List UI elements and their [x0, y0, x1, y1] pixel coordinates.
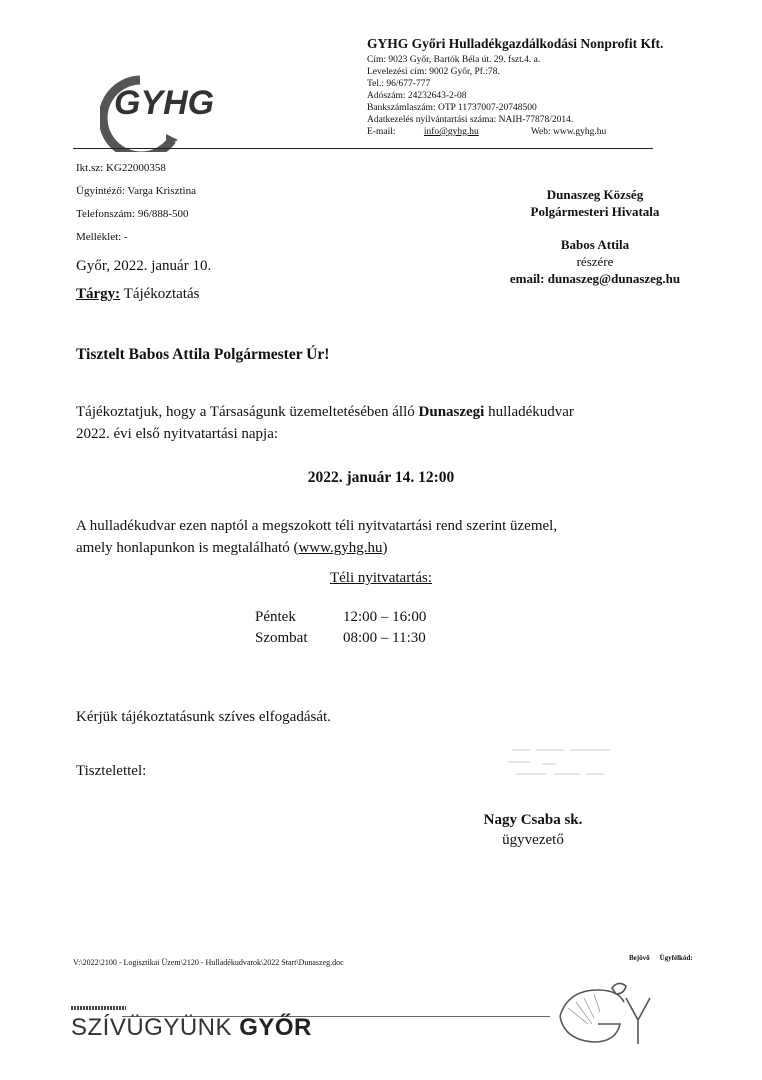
company-address: Cím: 9023 Győr, Bartók Béla út. 29. fszt.4. a. [367, 55, 541, 65]
company-tax: Adószám: 24232643-2-08 [367, 91, 467, 101]
paragraph-intro [76, 401, 696, 445]
para1-before: Tájékoztatjuk, hogy a Társaságunk üzemeltetésében álló [76, 404, 419, 420]
signature-block [478, 810, 588, 850]
header-divider [73, 148, 653, 149]
subject-line [76, 286, 199, 303]
attachment: Melléklet: - [76, 231, 128, 243]
footer-slogan [71, 1014, 312, 1042]
winter-hours-title: Téli nyitvatartás: [329, 570, 433, 586]
place-date: Győr, 2022. január 10. [76, 258, 212, 274]
slogan-light: SZÍVÜGYÜNK [71, 1014, 240, 1041]
hours-time: 08:00 – 11:30 [343, 630, 426, 646]
company-logo [100, 52, 245, 152]
logo-text: GYHG [114, 84, 215, 122]
para1-bold: Dunaszegi [418, 404, 485, 420]
hours-time: 12:00 – 16:00 [343, 609, 427, 625]
para2-line2-after: ) [382, 540, 388, 556]
slogan-bold: GYŐR [239, 1014, 312, 1041]
company-contact [367, 126, 737, 138]
subject-label: Tárgy: [76, 286, 121, 302]
salutation: Tisztelt Babos Attila Polgármester Úr! [76, 346, 330, 363]
hours-row [255, 628, 426, 649]
signer-role: ügyvezető [502, 832, 564, 848]
para1-after: hulladékudvar [484, 404, 574, 420]
company-web: Web: www.gyhg.hu [530, 127, 607, 137]
company-postal: Levelezési cím: 9002 Győr, Pf.:78. [367, 67, 500, 77]
signer-name: Nagy Csaba sk. [483, 812, 583, 828]
para1-line2: 2022. évi első nyitvatartási napja: [76, 426, 279, 442]
website-link[interactable]: www.gyhg.hu [298, 540, 383, 556]
subject-text: Tájékoztatás [120, 286, 200, 302]
clerk: Ügyintéző: Varga Krisztina [76, 185, 196, 197]
hours-day: Péntek [255, 609, 296, 625]
para2-line1: A hulladékudvar ezen naptól a megszokott téli nyitvatartási rend szerint üzemel, [76, 518, 558, 534]
company-header [367, 36, 737, 138]
para2-line2-before: amely honlapunkon is megtalálható ( [76, 540, 299, 556]
reference-number: Ikt.sz: KG22000358 [76, 162, 166, 174]
paragraph-schedule [76, 515, 696, 559]
recipient-for: részére [576, 254, 614, 269]
gyor-city-logo [548, 978, 698, 1048]
inbox-fields [629, 954, 703, 962]
closing-sentence: Kérjük tájékoztatásunk szíves elfogadását. [76, 709, 331, 725]
hours-row [255, 607, 426, 628]
recipient-block [480, 186, 710, 287]
opening-datetime: 2022. január 14. 12:00 [307, 469, 455, 486]
company-bank: Bankszámlaszám: OTP 11737007-20748500 [367, 103, 537, 113]
company-email-link[interactable]: info@gyhg.hu [423, 127, 479, 137]
company-phone: Tel.: 96/677-777 [367, 79, 431, 89]
company-name: GYHG Győri Hulladékgazdálkodási Nonprofit Kft. [367, 36, 664, 51]
faint-stamp [502, 740, 622, 784]
winter-hours-table [255, 607, 426, 649]
file-path: V:\2022\2100 - Logisztikai Üzem\2120 - Hulladékudvarok\2022 Start\Dunaszeg.doc [73, 958, 344, 967]
email-label: E-mail: [367, 127, 398, 137]
regards: Tisztelettel: [76, 763, 147, 779]
hours-day: Szombat [255, 630, 308, 646]
recipient-org-line1: Dunaszeg Község [546, 187, 644, 202]
company-data-reg: Adatkezelés nyilvántartási száma: NAIH-77878/2014. [367, 115, 574, 125]
recipient-org-line2: Polgármesteri Hivatala [530, 204, 660, 219]
phone-number: Telefonszám: 96/888-500 [76, 208, 189, 220]
client-code-label: Ügyfélkód: [659, 954, 693, 962]
inbox-label: Bejövő [629, 954, 650, 962]
barcode-mark [71, 1006, 126, 1010]
recipient-person: Babos Attila [560, 237, 630, 252]
recipient-email: email: dunaszeg@dunaszeg.hu [509, 271, 681, 286]
